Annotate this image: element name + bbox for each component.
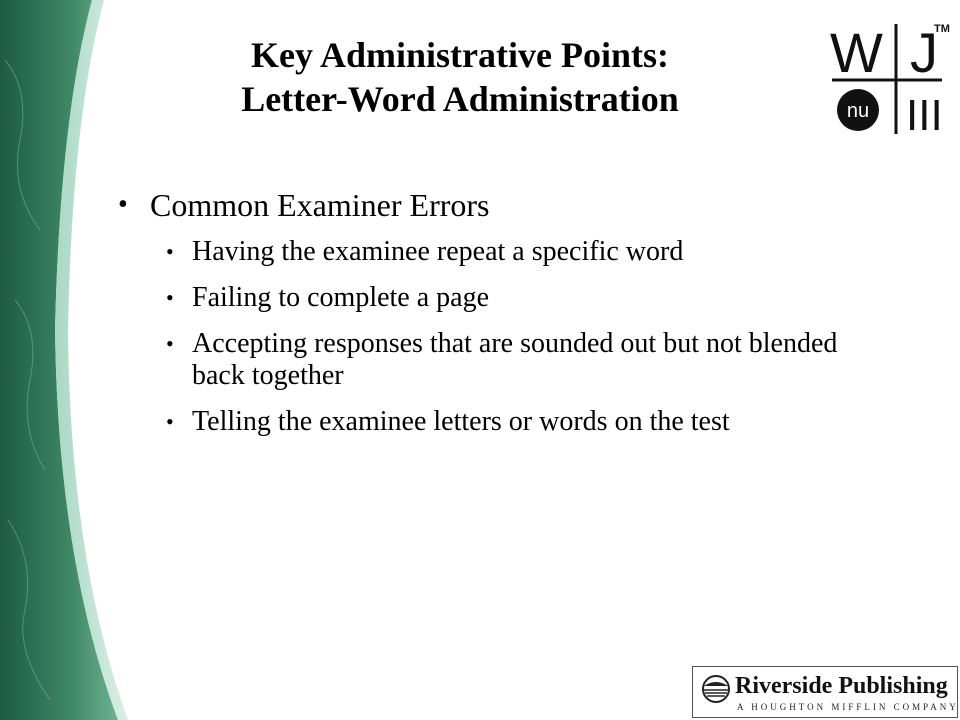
title-line-2: Letter-Word Administration	[241, 79, 679, 119]
publisher-tagline: A HOUGHTON MIFFLIN COMPANY	[737, 702, 959, 712]
logo-tm: TM	[934, 23, 950, 35]
sub-bullet-text: Accepting responses that are sounded out but not blended back together	[192, 328, 838, 391]
wj-iii-nu-logo	[826, 16, 956, 140]
bullet-dot: •	[118, 189, 128, 220]
sub-bullet-text: Failing to complete a page	[192, 282, 490, 313]
bullet-level-1	[118, 186, 918, 224]
sub-bullet-text: Telling the examinee letters or words on the test	[192, 406, 730, 437]
sub-bullet	[118, 236, 918, 268]
logo-iii: III	[906, 91, 943, 140]
logo-nu: nu	[846, 100, 870, 122]
logo-j: J	[910, 21, 938, 84]
slide-title	[150, 33, 770, 121]
sub-bullet	[118, 282, 918, 314]
slide-body	[118, 186, 918, 452]
riverside-globe-icon	[701, 674, 731, 704]
sub-bullet	[118, 406, 918, 438]
bullet-dot: •	[166, 285, 174, 310]
bullet-dot: •	[166, 331, 174, 356]
sub-bullet-text: Having the examinee repeat a specific word	[192, 236, 684, 267]
logo-w: W	[830, 21, 883, 84]
publisher-name: Riverside Publishing	[735, 673, 948, 699]
bullet-dot: •	[166, 409, 174, 434]
riverside-publishing-logo	[692, 666, 958, 718]
bullet-dot: •	[166, 239, 174, 264]
title-line-1: Key Administrative Points:	[251, 35, 669, 75]
sub-bullet	[118, 328, 918, 392]
bullet-text: Common Examiner Errors	[150, 187, 490, 223]
